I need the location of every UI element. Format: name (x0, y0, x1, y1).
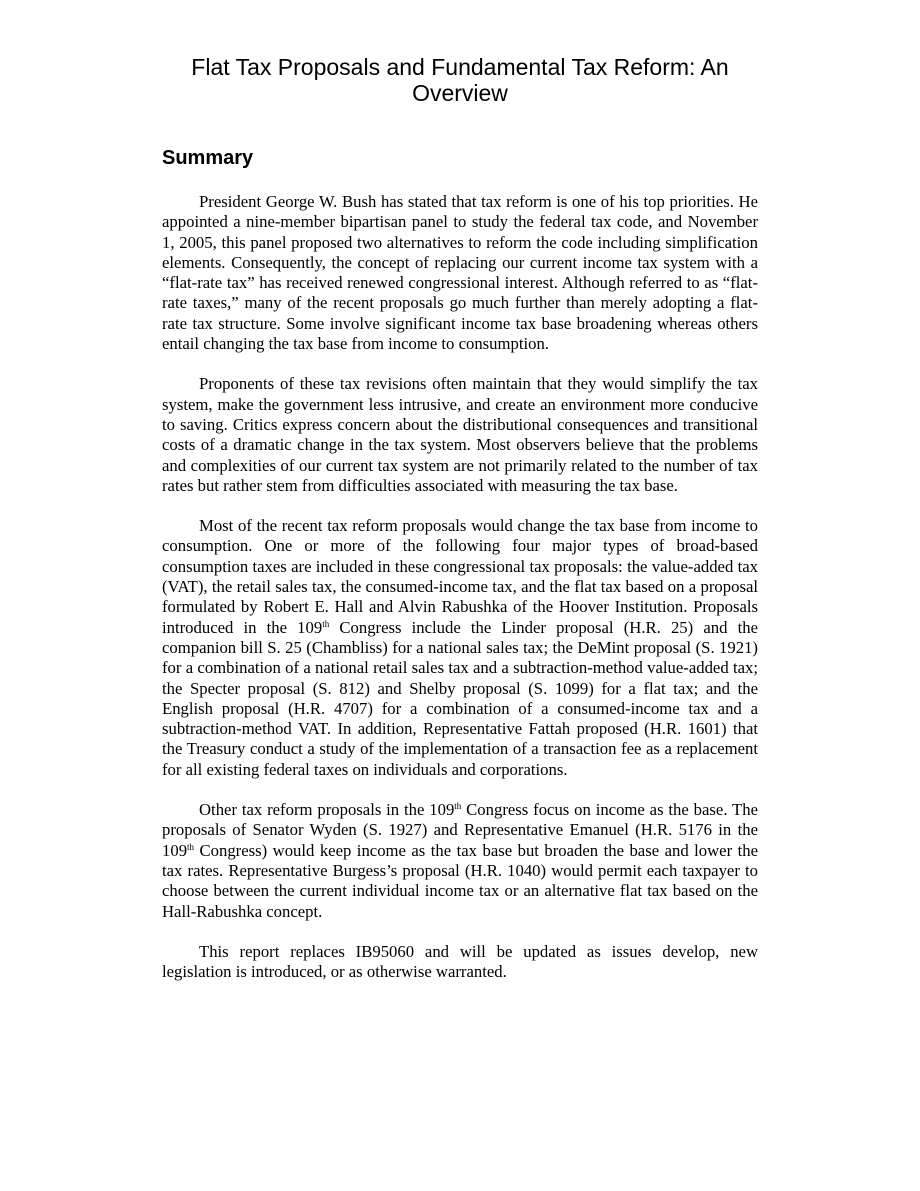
summary-paragraph-2: Proponents of these tax revisions often maintain that they would simplify the tax system, make the government less intrusive, and create an environment more conducive to saving. Critics express concern about the distributional consequences and transitional costs of a dramatic change in the tax system. Most observers believe that the problems and complexities of our current tax system are not primarily related to the number of tax rates but rather stem from difficulties associated with measuring the tax base. (162, 374, 758, 495)
document-page (162, 54, 758, 982)
paragraph-4-text-c: Congress) would keep income as the tax base but broaden the base and lower the tax rates. Representative Burgess’s proposal (H.R. 1040) would permit each taxpayer to choose between the current individual income tax or an alternative flat tax based on the Hall-Rabushka concept. (162, 840, 758, 921)
summary-paragraph-1: President George W. Bush has stated that tax reform is one of his top priorities. He appointed a nine-member bipartisan panel to study the federal tax code, and November 1, 2005, this panel proposed two alternatives to reform the code including simplification elements. Consequently, the concept of replacing our current income tax system with a “flat-rate tax” has received renewed congressional interest. Although referred to as “flat-rate taxes,” many of the recent proposals go much further than merely adopting a flat-rate tax structure. Some involve significant income tax base broadening whereas others entail changing the tax base from income to consumption. (162, 192, 758, 354)
ordinal-superscript: th (454, 801, 462, 812)
paragraph-4-text-b: Congress focus on income as the base. The proposals of Senator Wyden (S. 1927) and Representative Emanuel (H.R. 5176 in the 109 (162, 800, 758, 860)
ordinal-superscript: th (322, 618, 330, 629)
paragraph-4-text-a: Other tax reform proposals in the 109 (199, 800, 455, 820)
document-title: Flat Tax Proposals and Fundamental Tax Reform: An Overview (191, 54, 729, 106)
summary-paragraph-3 (162, 516, 758, 780)
ordinal-superscript: th (187, 841, 195, 852)
summary-heading: Summary (162, 147, 254, 169)
summary-paragraph-4 (162, 800, 758, 922)
paragraph-3-text-b: Congress include the Linder proposal (H.R. 25) and the companion bill S. 25 (Chambliss) for a national sales tax; the DeMint proposal (S. 1921) for a combination of a national retail sales tax and a subtraction-method value-added tax; the Specter proposal (S. 812) and Shelby proposal (S. 1099) for a flat tax; and the English proposal (H.R. 4707) for a combination of a consumed-income tax and a subtraction-method VAT. In addition, Representative Fattah proposed (H.R. 1601) that the Treasury conduct a study of the implementation of a transaction fee as a replacement for all existing federal taxes on individuals and corporations. (162, 617, 758, 779)
paragraph-3-text-a: Most of the recent tax reform proposals would change the tax base from income to consumption. One or more of the following four major types of broad-based consumption taxes are included in these congressional tax proposals: the value-added tax (VAT), the retail sales tax, the consumed-income tax, and the flat tax based on a proposal formulated by Robert E. Hall and Alvin Rabushka of the Hoover Institution. Proposals introduced in the 109 (162, 516, 758, 637)
summary-paragraph-5: This report replaces IB95060 and will be updated as issues develop, new legislation is introduced, or as otherwise warranted. (162, 941, 758, 982)
